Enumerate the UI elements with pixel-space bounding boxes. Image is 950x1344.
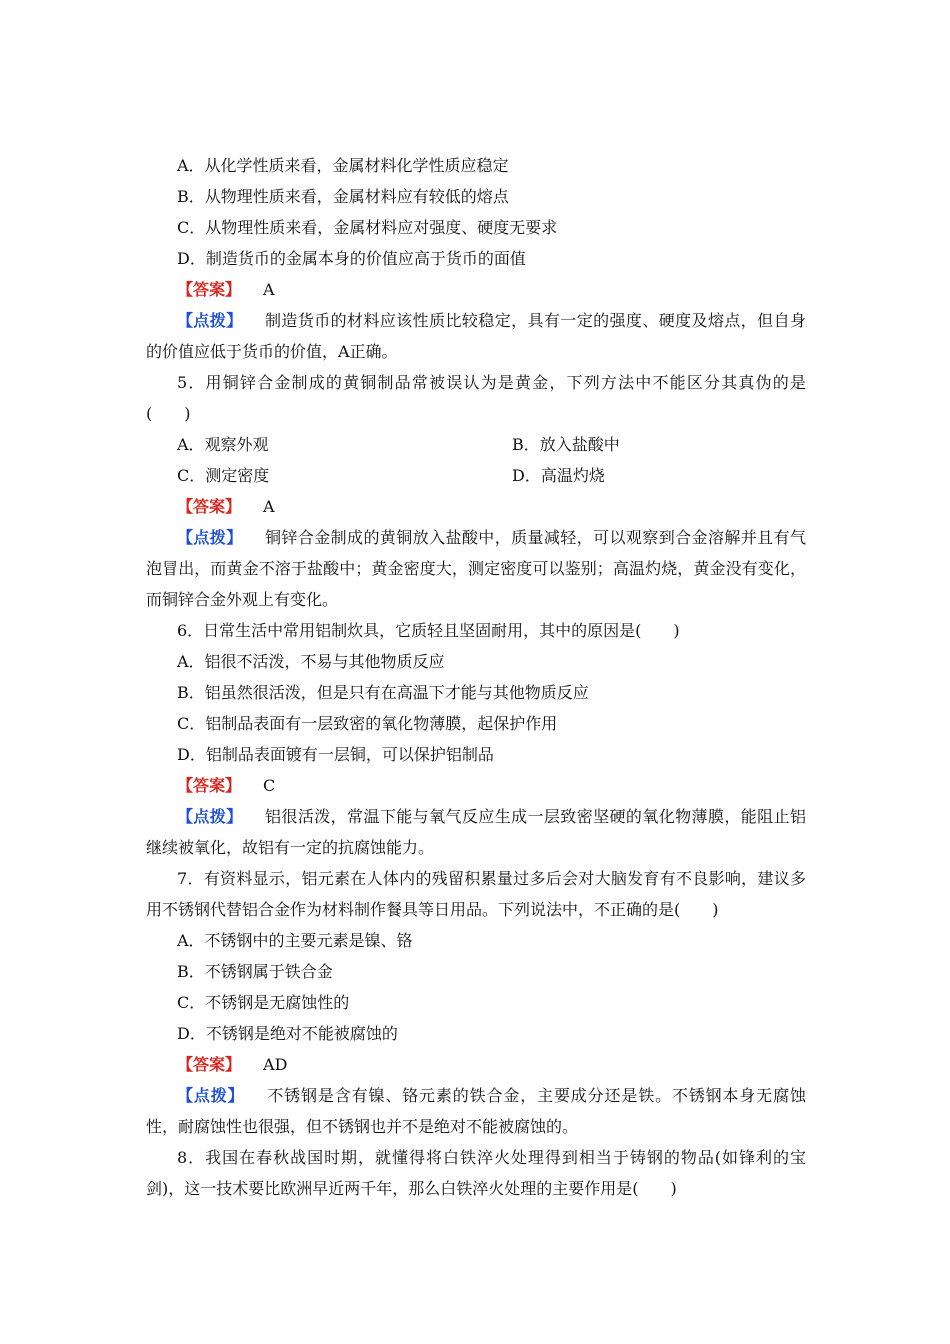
q5-option-c: C．测定密度 bbox=[177, 466, 270, 485]
q5-option-a: A．观察外观 bbox=[177, 435, 269, 454]
q8-stem: 8．我国在春秋战国时期，就懂得将白铁淬火处理得到相当于铸钢的物品(如锋利的宝剑)，这一技术要比欧洲早近两千年，那么白铁淬火处理的主要作用是( ) bbox=[146, 1148, 806, 1198]
tip-tag: 【点拨】 bbox=[177, 528, 243, 547]
q5-option-b: B．放入盐酸中 bbox=[512, 435, 620, 454]
answer-tag: 【答案】 bbox=[177, 497, 242, 516]
q6-option-a: A．铝很不活泼，不易与其他物质反应 bbox=[177, 652, 445, 671]
q4-option-a: A．从化学性质来看，金属材料化学性质应稳定 bbox=[177, 156, 509, 175]
q6-stem: 6．日常生活中常用铝制炊具，它质轻且坚固耐用，其中的原因是( ) bbox=[177, 621, 680, 640]
tip-tag: 【点拨】 bbox=[177, 1086, 245, 1105]
q5-options-row-1 bbox=[146, 429, 806, 460]
q4-option-b: B．从物理性质来看，金属材料应有较低的熔点 bbox=[177, 187, 509, 206]
q7-option-a: A．不锈钢中的主要元素是镍、铬 bbox=[177, 931, 413, 950]
q4-answer bbox=[146, 274, 806, 305]
tip-text: 制造货币的材料应该性质比较稳定，具有一定的强度、硬度及熔点，但自身的价值应低于货币的价值，A正确。 bbox=[146, 311, 806, 361]
answer-tag: 【答案】 bbox=[177, 280, 242, 299]
tip-text: 铜锌合金制成的黄铜放入盐酸中，质量减轻，可以观察到合金溶解并且有气泡冒出，而黄金不溶于盐酸中；黄金密度大，测定密度可以鉴别；高温灼烧，黄金没有变化，而铜锌合金外观上有变化。 bbox=[146, 528, 806, 609]
answer-tag: 【答案】 bbox=[177, 1055, 242, 1074]
answer-value: AD bbox=[263, 1055, 288, 1074]
tip-text: 铝很活泼，常温下能与氧气反应生成一层致密坚硬的氧化物薄膜，能阻止铝继续被氧化，故铝有一定的抗腐蚀能力。 bbox=[146, 807, 806, 857]
q4-option-c: C．从物理性质来看，金属材料应对强度、硬度无要求 bbox=[177, 218, 558, 237]
q5-stem: 5．用铜锌合金制成的黄铜制品常被误认为是黄金，下列方法中不能区分其真伪的是( ) bbox=[146, 373, 806, 423]
q4-tip bbox=[146, 305, 806, 367]
q5-tip bbox=[146, 522, 806, 615]
q6-tip bbox=[146, 801, 806, 863]
q6-option-d: D．铝制品表面镀有一层铜，可以保护铝制品 bbox=[177, 745, 494, 764]
q5-options-row-2 bbox=[146, 460, 806, 491]
tip-tag: 【点拨】 bbox=[177, 807, 243, 826]
q7-answer bbox=[146, 1049, 806, 1080]
q6-option-b: B．铝虽然很活泼，但是只有在高温下才能与其他物质反应 bbox=[177, 683, 589, 702]
tip-tag: 【点拨】 bbox=[177, 311, 243, 330]
q4-option-d: D．制造货币的金属本身的价值应高于货币的面值 bbox=[177, 249, 526, 268]
q7-option-d: D．不锈钢是绝对不能被腐蚀的 bbox=[177, 1024, 398, 1043]
answer-value: A bbox=[263, 280, 275, 299]
answer-value: C bbox=[263, 776, 276, 795]
q5-answer bbox=[146, 491, 806, 522]
answer-tag: 【答案】 bbox=[177, 776, 242, 795]
q5-option-d: D．高温灼烧 bbox=[512, 466, 605, 485]
answer-value: A bbox=[263, 497, 275, 516]
q6-option-c: C．铝制品表面有一层致密的氧化物薄膜，起保护作用 bbox=[177, 714, 558, 733]
tip-text: 不锈钢是含有镍、铬元素的铁合金，主要成分还是铁。不锈钢本身无腐蚀性，耐腐蚀性也很强，但不锈钢也并不是绝对不能被腐蚀的。 bbox=[146, 1086, 806, 1136]
q6-answer bbox=[146, 770, 806, 801]
q7-stem: 7．有资料显示，铝元素在人体内的残留积累量过多后会对大脑发育有不良影响，建议多用不锈钢代替铝合金作为材料制作餐具等日用品。下列说法中，不正确的是( ) bbox=[146, 869, 806, 919]
q7-tip bbox=[146, 1080, 806, 1142]
q7-option-b: B．不锈钢属于铁合金 bbox=[177, 962, 333, 981]
q7-option-c: C．不锈钢是无腐蚀性的 bbox=[177, 993, 350, 1012]
document-page bbox=[146, 150, 806, 1204]
